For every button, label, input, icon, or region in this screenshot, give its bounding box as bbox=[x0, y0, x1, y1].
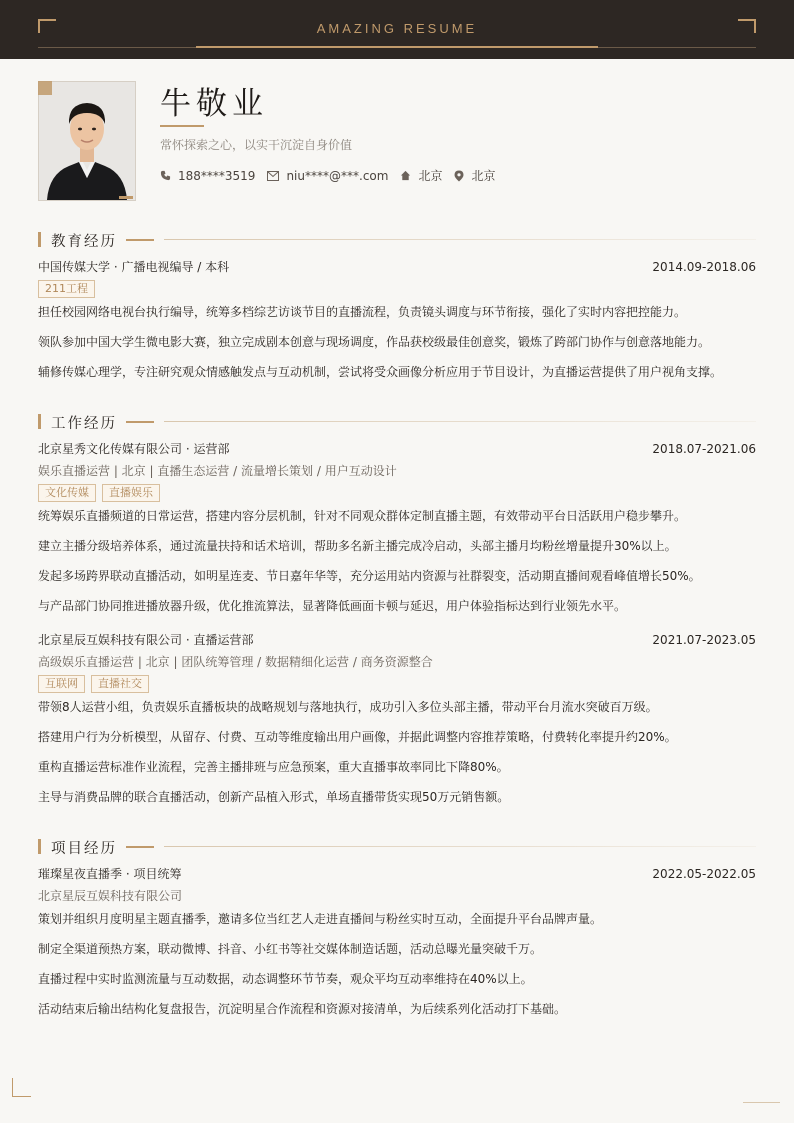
entry-header bbox=[38, 258, 756, 276]
section-accent bbox=[126, 421, 154, 423]
name-underline bbox=[160, 125, 204, 127]
entry-subtitle: 高级娱乐直播运营 | 北京 | 团队统筹管理 / 数据精细化运营 / 商务资源整合 bbox=[38, 655, 433, 669]
home-icon bbox=[400, 170, 411, 181]
section-marker bbox=[38, 414, 41, 429]
entry-header bbox=[38, 865, 756, 883]
bullet-item: 搭建用户行为分析模型，从留存、付费、互动等维度输出用户画像，并据此调整内容推荐策略，付费转化率提升约20%。 bbox=[38, 730, 677, 744]
tag: 直播娱乐 bbox=[102, 484, 160, 502]
section-divider bbox=[164, 239, 756, 240]
bullet-item: 与产品部门协同推进播放器升级，优化推流算法，显著降低画面卡顿与延迟，用户体验指标达到行业领先水平。 bbox=[38, 599, 627, 613]
contact-list bbox=[160, 167, 507, 184]
tag-list bbox=[38, 484, 756, 502]
bullet-item: 建立主播分级培养体系，通过流量扶持和话术培训，帮助多名新主播完成冷启动，头部主播月均粉丝增量提升30%以上。 bbox=[38, 539, 677, 553]
section-accent bbox=[126, 846, 154, 848]
contact-email bbox=[267, 169, 388, 183]
entry-date: 2022.05-2022.05 bbox=[652, 867, 756, 881]
bullet-item: 制定全渠道预热方案，联动微博、抖音、小红书等社交媒体制造话题，活动总曝光量突破千万。 bbox=[38, 942, 543, 956]
location-text: 北京 bbox=[471, 169, 496, 183]
motto: 常怀探索之心，以实干沉淀自身价值 bbox=[160, 138, 353, 152]
entry-subtitle: 娱乐直播运营 | 北京 | 直播生态运营 / 流量增长策划 / 用户互动设计 bbox=[38, 464, 397, 478]
bullet-item: 策划并组织月度明星主题直播季，邀请多位当红艺人走进直播间与粉丝实时互动，全面提升平台品牌声量。 bbox=[38, 912, 603, 926]
tag: 文化传媒 bbox=[38, 484, 96, 502]
tag: 直播社交 bbox=[91, 675, 149, 693]
hometown-text: 北京 bbox=[418, 169, 443, 183]
bullet-item: 带领8人运营小组，负责娱乐直播板块的战略规划与落地执行，成功引入多位头部主播，带动平台月流水突破百万级。 bbox=[38, 700, 658, 714]
location-pin-icon bbox=[454, 170, 464, 182]
work-entry bbox=[38, 631, 756, 818]
bullet-item: 直播过程中实时监测流量与互动数据，动态调整环节节奏，观众平均互动率维持在40%以上。 bbox=[38, 972, 533, 986]
entry-header bbox=[38, 631, 756, 649]
education-entry bbox=[38, 258, 756, 393]
mail-icon bbox=[267, 171, 279, 181]
entry-date: 2018.07-2021.06 bbox=[652, 442, 756, 456]
header-accent-line bbox=[196, 46, 598, 48]
section-title: 项目经历 bbox=[51, 841, 117, 857]
entry-date: 2014.09-2018.06 bbox=[652, 260, 756, 274]
bullet-list bbox=[38, 698, 756, 806]
entry-heading: 北京星秀文化传媒有限公司 · 运营部 bbox=[38, 442, 230, 456]
contact-phone bbox=[160, 169, 255, 183]
entry-date: 2021.07-2023.05 bbox=[652, 633, 756, 647]
bullet-item: 主导与消费品牌的联合直播活动，创新产品植入形式，单场直播带货实现50万元销售额。 bbox=[38, 790, 510, 804]
entry-subtitle: 北京星辰互娱科技有限公司 bbox=[38, 889, 183, 903]
tag-list bbox=[38, 280, 756, 298]
section-header-projects bbox=[38, 837, 756, 857]
candidate-name: 牛敬业 bbox=[160, 86, 268, 122]
section-title: 教育经历 bbox=[51, 234, 117, 250]
tag-list bbox=[38, 675, 756, 693]
corner-ornament-bottom-left bbox=[12, 1078, 31, 1097]
project-entry bbox=[38, 865, 756, 1030]
profile-photo bbox=[38, 81, 136, 201]
bullet-item: 重构直播运营标准作业流程，完善主播排班与应急预案，重大直播事故率同比下降80%。 bbox=[38, 760, 509, 774]
header-title: AMAZING RESUME bbox=[316, 21, 478, 36]
entry-heading: 中国传媒大学 · 广播电视编导 / 本科 bbox=[38, 260, 230, 274]
section-header-education bbox=[38, 230, 756, 250]
bullet-item: 统筹娱乐直播频道的日常运营，搭建内容分层机制，针对不同观众群体定制直播主题，有效带动平台日活跃用户稳步攀升。 bbox=[38, 509, 687, 523]
photo-corner-mark bbox=[38, 81, 52, 95]
corner-ornament-bottom-right bbox=[743, 1102, 780, 1103]
photo-corner-mark bbox=[119, 196, 133, 199]
contact-hometown bbox=[400, 167, 442, 184]
section-divider bbox=[164, 421, 756, 422]
bullet-list bbox=[38, 303, 756, 381]
phone-number: 188****3519 bbox=[178, 168, 256, 183]
bullet-list bbox=[38, 910, 756, 1018]
bullet-list bbox=[38, 507, 756, 615]
entry-heading: 璀璨星夜直播季 · 项目统筹 bbox=[38, 867, 182, 881]
section-divider bbox=[164, 846, 756, 847]
bullet-item: 活动结束后输出结构化复盘报告，沉淀明星合作流程和资源对接清单，为后续系列化活动打下基础。 bbox=[38, 1002, 567, 1016]
section-header-work bbox=[38, 412, 756, 432]
tag: 互联网 bbox=[38, 675, 85, 693]
bullet-item: 辅修传媒心理学，专注研究观众情感触发点与互动机制，尝试将受众画像分析应用于节目设计，为直播运营提供了用户视角支撑。 bbox=[38, 365, 723, 379]
contact-location bbox=[454, 167, 495, 184]
section-accent bbox=[126, 239, 154, 241]
bullet-item: 领队参加中国大学生微电影大赛，独立完成剧本创意与现场调度，作品获校级最佳创意奖，锻炼了跨部门协作与创意落地能力。 bbox=[38, 335, 711, 349]
tag: 211工程 bbox=[38, 280, 95, 298]
entry-header bbox=[38, 440, 756, 458]
section-marker bbox=[38, 839, 41, 854]
section-marker bbox=[38, 232, 41, 247]
email-address: niu****@***.com bbox=[286, 168, 389, 183]
bullet-item: 发起多场跨界联动直播活动，如明星连麦、节日嘉年华等，充分运用站内资源与社群裂变，活动期直播间观看峰值增长50%。 bbox=[38, 569, 701, 583]
person-portrait-icon bbox=[39, 82, 135, 200]
bullet-item: 担任校园网络电视台执行编导，统筹多档综艺访谈节目的直播流程，负责镜头调度与环节衔接，强化了实时内容把控能力。 bbox=[38, 305, 687, 319]
section-title: 工作经历 bbox=[51, 416, 117, 432]
phone-icon bbox=[160, 170, 171, 181]
entry-heading: 北京星辰互娱科技有限公司 · 直播运营部 bbox=[38, 633, 254, 647]
work-entry bbox=[38, 440, 756, 627]
